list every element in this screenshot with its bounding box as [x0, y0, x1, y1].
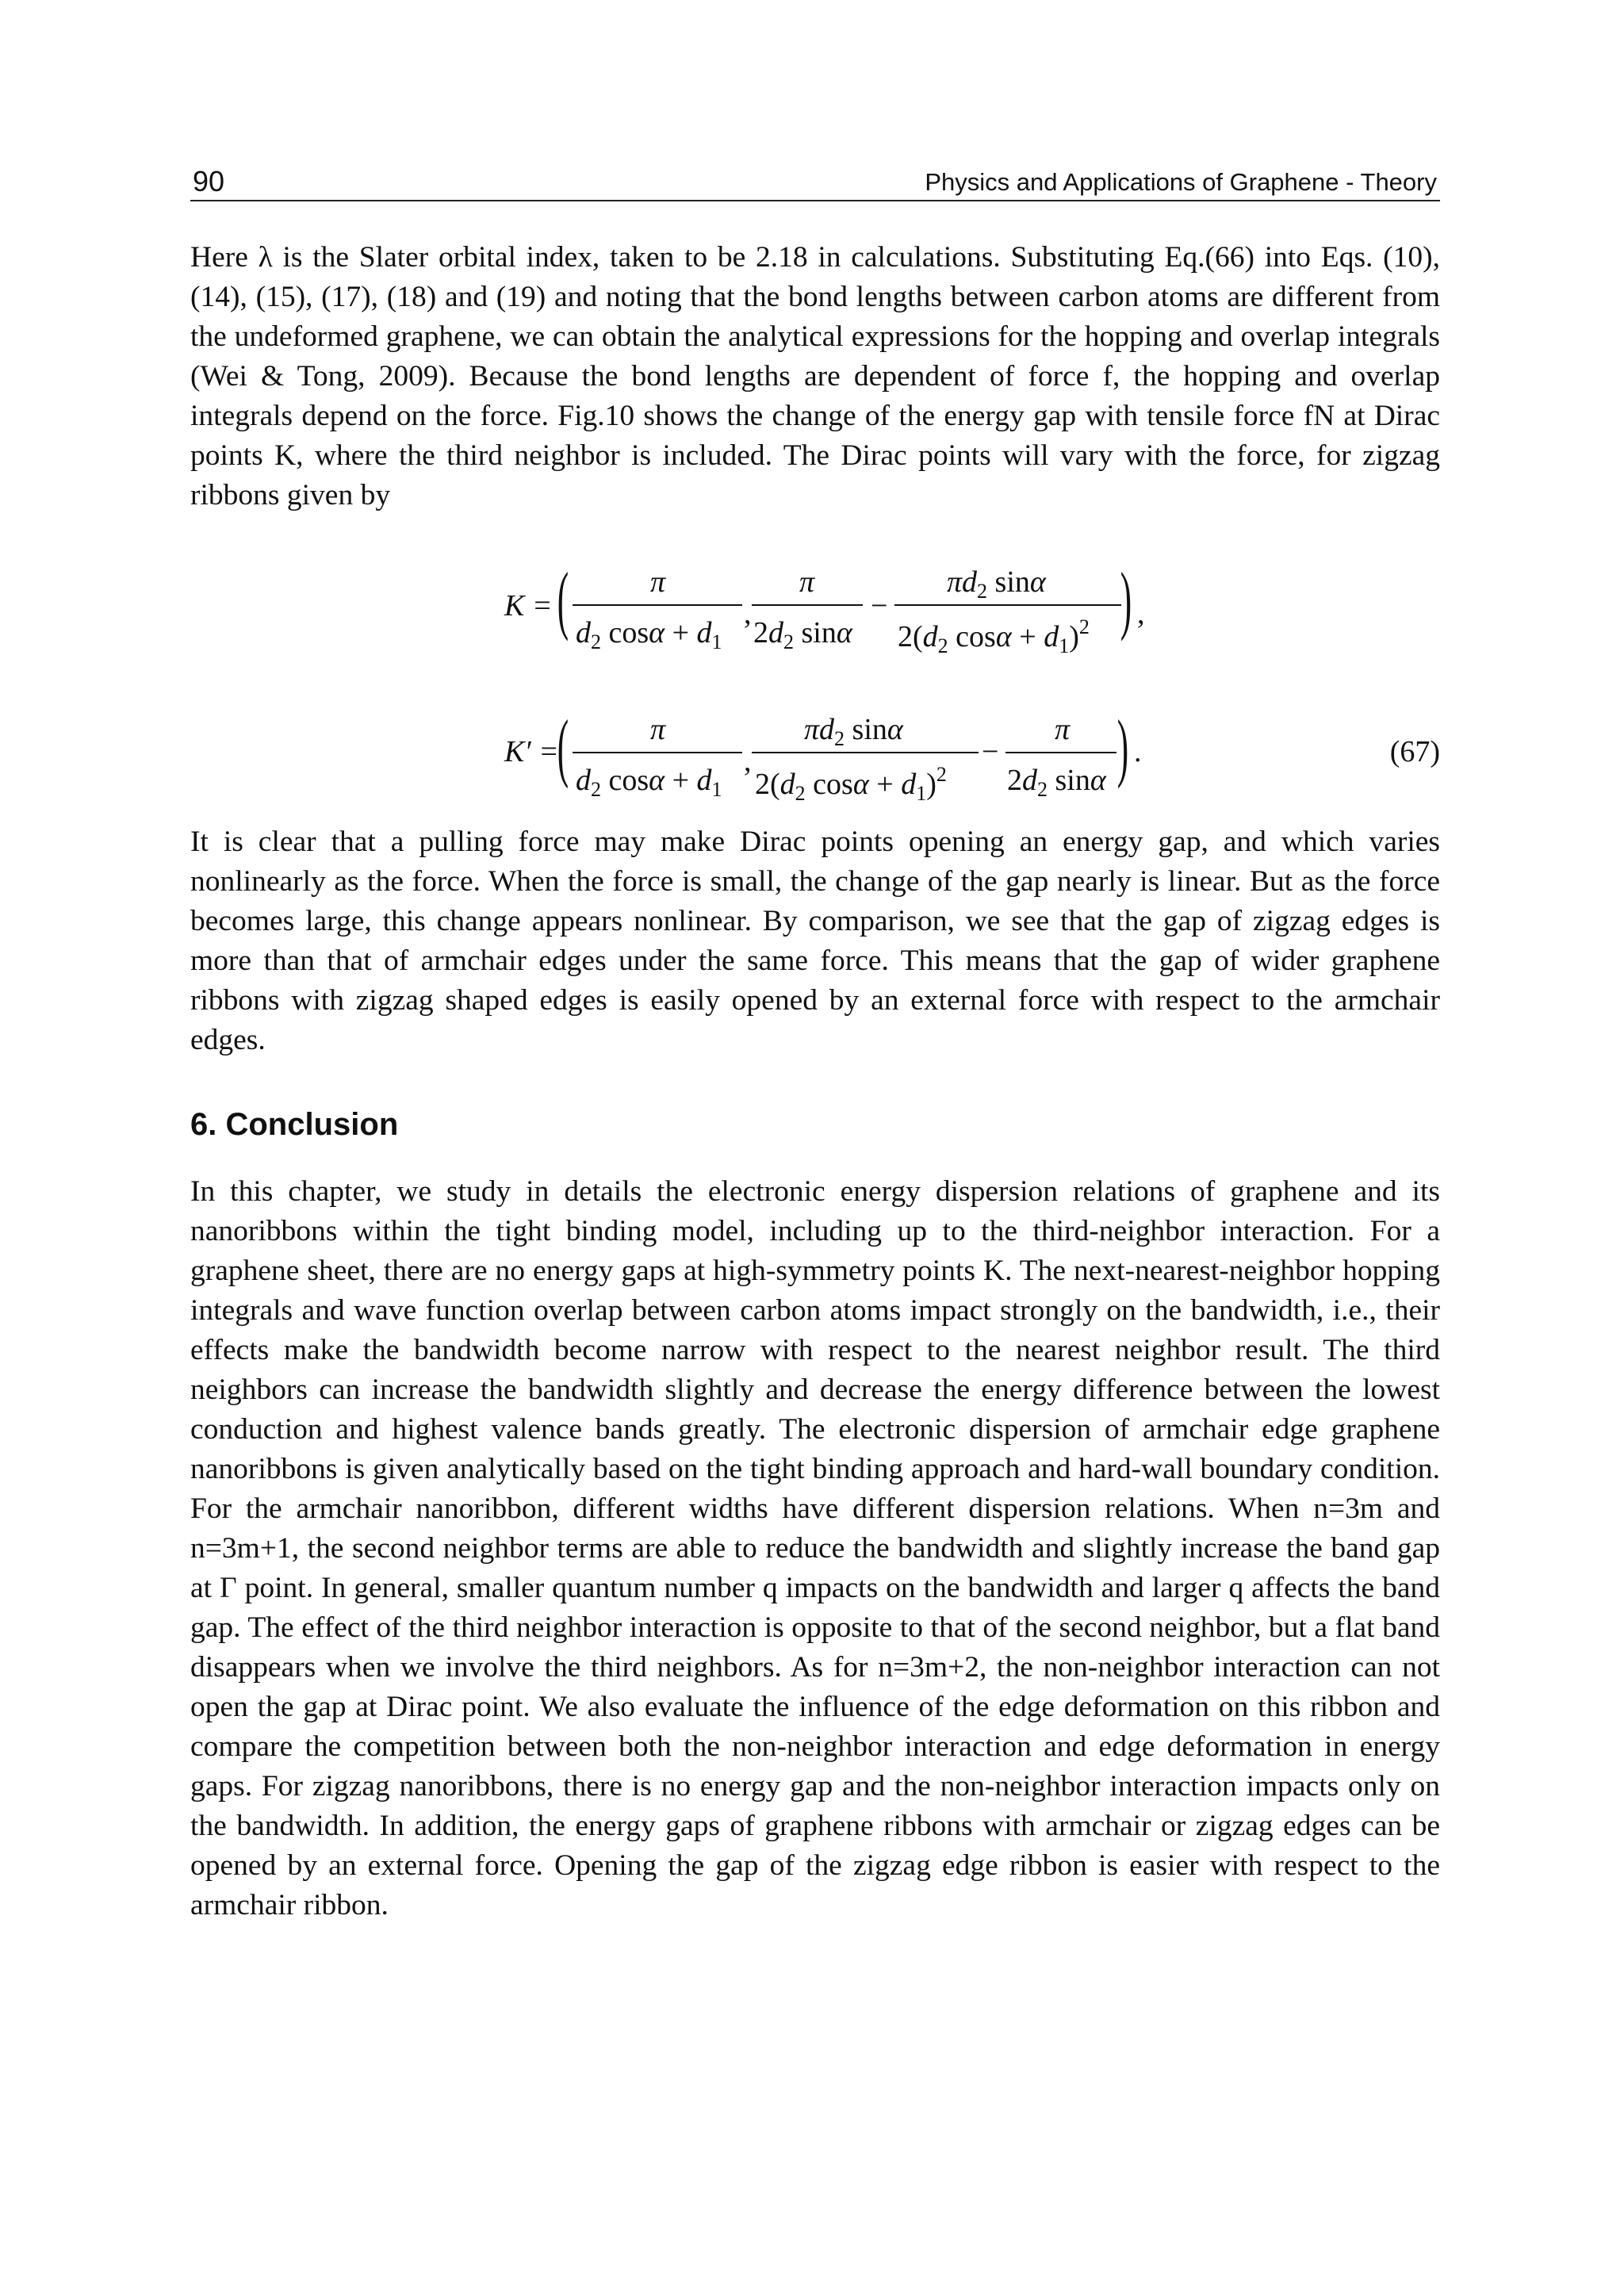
pi-symbol: π [650, 565, 666, 599]
left-paren: ( [557, 704, 569, 789]
book-title: Physics and Applications of Graphene - Theory [925, 168, 1437, 196]
equation-k-lhs: K = [504, 589, 553, 623]
section-heading: 6. Conclusion [190, 1107, 399, 1142]
denominator: $2(d_2$ $\cos\alpha + d_1)^2$ [898, 615, 1090, 657]
trailing-comma: , [1137, 597, 1145, 630]
comma: , [744, 597, 752, 630]
denominator: $d_2$ $\cos\alpha + d_1$ [576, 616, 722, 653]
denominator: $2(d_2$ $\cos\alpha + d_1)^2$ [755, 763, 947, 805]
numerator: $\pi d_2$ sinα [804, 713, 903, 750]
fraction-bar [752, 752, 979, 753]
right-paren: ) [1116, 704, 1129, 789]
paragraph-conclusion: In this chapter, we study in details the electronic energy dispersion relations of graphene and its nanoribbons within the tight binding model, including up to the third-neighbor interaction. For a graphene sheet, there are no energy gaps at high-symmetry points K. The next-nearest-neighbor hopping integrals and wave function overlap between carbon atoms impact strongly on the bandwidth, i.e., their effects make the bandwidth become narrow with respect to the nearest neighbor result. The third neighbors can increase the bandwidth slightly and decrease the energy difference between the lowest conduction and highest valence bands greatly. The electronic dispersion of armchair edge graphene nanoribbons is given analytically based on the tight binding approach and hard-wall boundary condition. For the armchair nanoribbon, different widths have different dispersion relations. When n=3m and n=3m+1, the second neighbor terms are able to reduce the bandwidth and slightly increase the band gap at Γ point. In general, smaller quantum number q impacts on the bandwidth and larger q affects the band gap. The effect of the third neighbor interaction is opposite to that of the second neighbor, but a flat band disappears when we involve the third neighbors. As for n=3m+2, the non-neighbor interaction can not open the gap at Dirac point. We also evaluate the influence of the edge deformation on this ribbon and compare the competition between both the non-neighbor interaction and edge deformation in energy gaps. For zigzag nanoribbons, there is no energy gap and the non-neighbor interaction impacts only on the bandwidth. In addition, the energy gaps of graphene ribbons with armchair or zigzag edges can be opened by an external force. Opening the gap of the zigzag edge ribbon is easier with respect to the armchair ribbon. [190, 1175, 1440, 1921]
fraction-bar [1005, 752, 1116, 753]
pi-symbol: π [799, 565, 815, 599]
pi-symbol: π [650, 713, 666, 746]
paragraph-intro: Here λ is the Slater orbital index, taken to be 2.18 in calculations. Substituting Eq.(66) into Eqs. (10), (14), (15), (17), (18) and (19) and noting that the bond lengths between carbon atoms are different from the undeformed graphene, we can obtain the analytical expressions for the hopping and overlap integrals (Wei & Tong, 2009). Because the bond lengths are dependent of force f, the hopping and overlap integrals depend on the force. Fig.10 shows the change of the energy gap with tensile force fN at Dirac points K, where the third neighbor is included. The Dirac points will vary with the force, for zigzag ribbons given by [190, 241, 1440, 511]
comma: , [744, 745, 752, 778]
running-head [190, 163, 1440, 201]
minus-sign: − [871, 589, 888, 623]
fraction-bar [573, 604, 742, 606]
denominator: $2d_2$ sinα [1007, 764, 1106, 801]
equation-k-prime-lhs: K′ = [504, 735, 559, 768]
minus-sign: − [982, 735, 999, 768]
paragraph-discussion: It is clear that a pulling force may make Dirac points opening an energy gap, and which varies nonlinearly as the force. When the force is small, the change of the gap nearly is linear. But as the force becomes large, this change appears nonlinear. By comparison, we see that the gap of zigzag edges is more than that of armchair edges under the same force. This means that the gap of wider graphene ribbons with zigzag shaped edges is easily opened by an external force with respect to the armchair edges. [190, 826, 1440, 1056]
left-paren: ( [557, 557, 569, 642]
equation-number: (67) [1389, 735, 1440, 768]
fraction-bar [894, 604, 1121, 606]
pi-symbol: π [1055, 713, 1071, 746]
fraction-bar [573, 752, 742, 753]
denominator: $2d_2$ sinα [753, 616, 852, 653]
page-number: 90 [193, 165, 225, 197]
fraction-bar [752, 604, 863, 606]
right-paren: ) [1120, 557, 1132, 642]
numerator: $\pi d_2$ sinα [947, 565, 1046, 603]
denominator: $d_2$ $\cos\alpha + d_1$ [576, 764, 722, 801]
trailing-period: . [1134, 735, 1142, 768]
